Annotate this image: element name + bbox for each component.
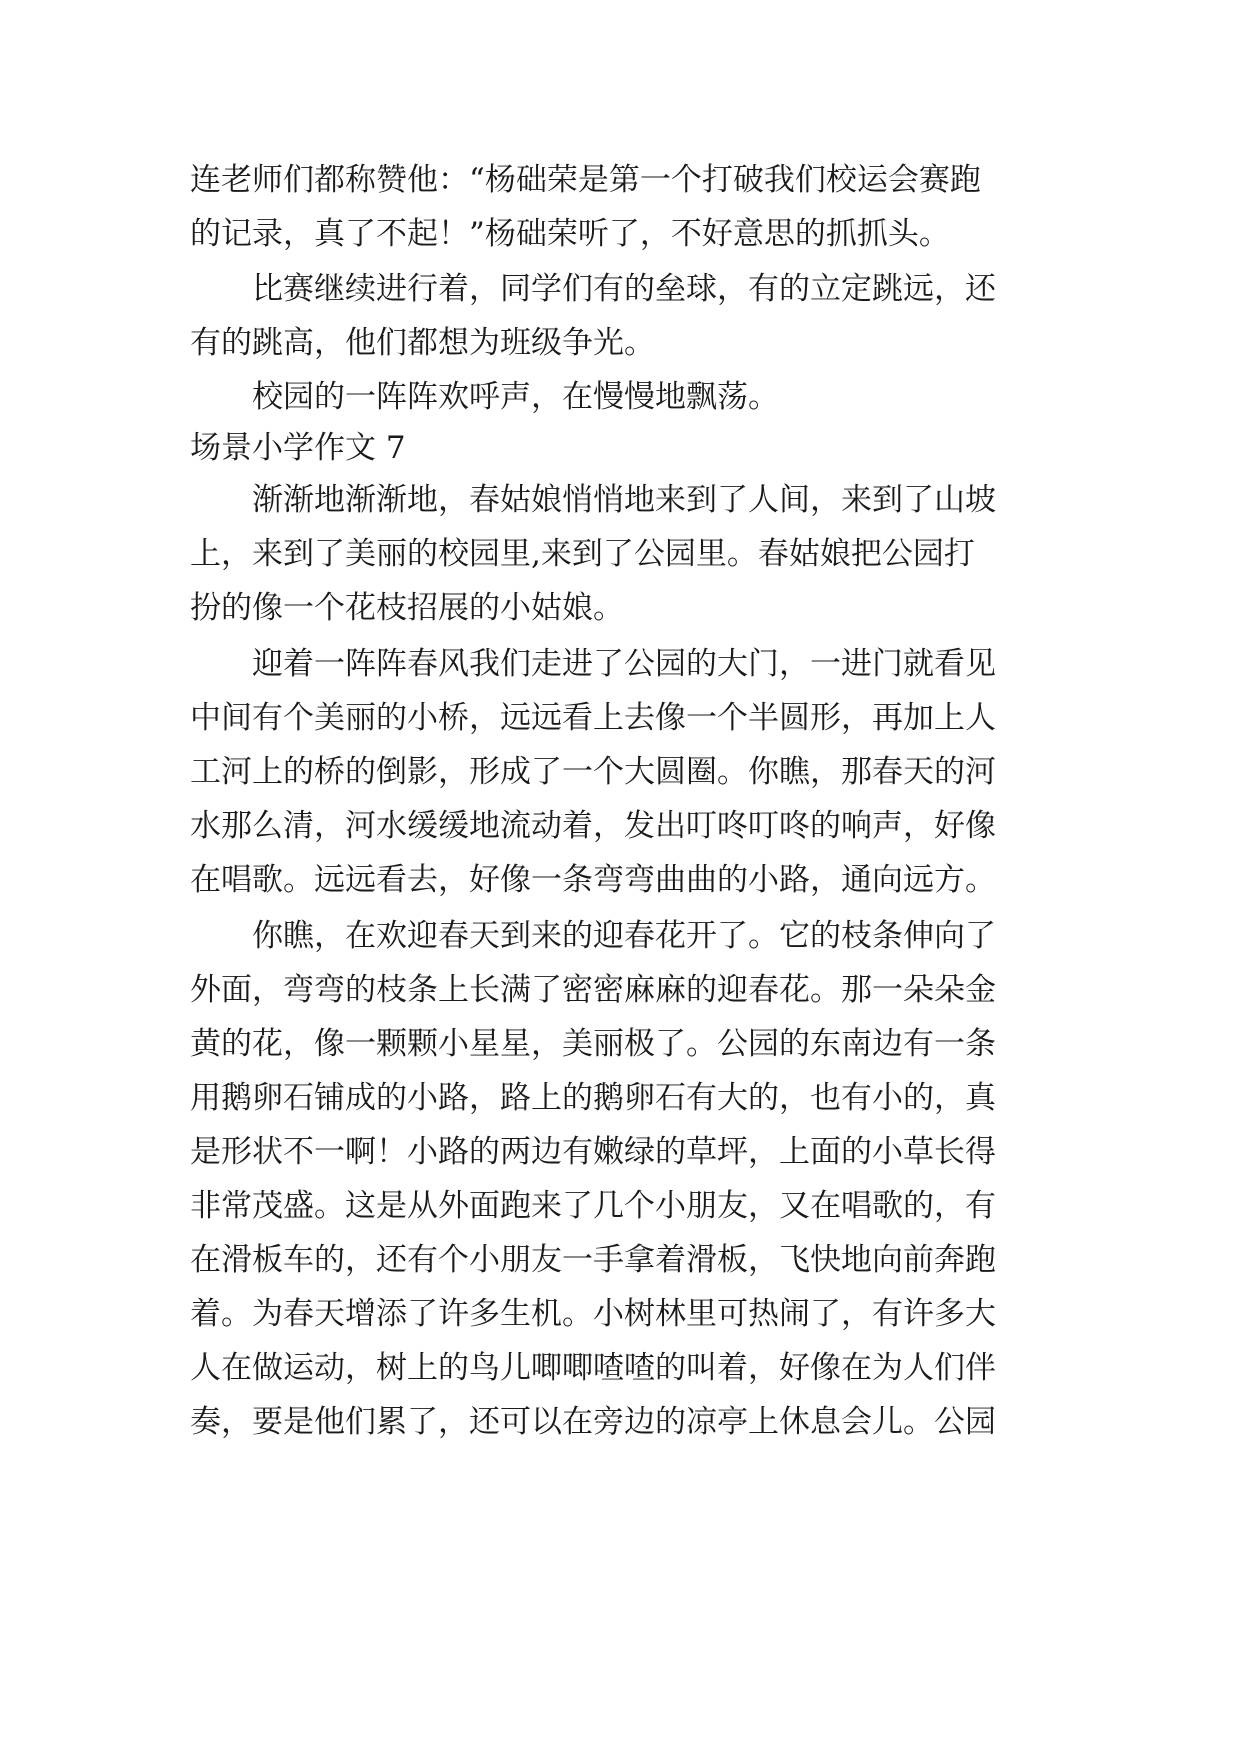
text-line: 外面，弯弯的枝条上长满了密密麻麻的迎春花。那一朵朵金 — [190, 972, 996, 1008]
text-line: 的记录，真了不起！”杨础荣听了，不好意思的抓抓头。 — [190, 216, 950, 252]
text-line: 是形状不一啊！小路的两边有嫩绿的草坪，上面的小草长得 — [190, 1134, 996, 1170]
text-line: 中间有个美丽的小桥，远远看上去像一个半圆形，再加上人 — [190, 700, 996, 736]
text-line: 工河上的桥的倒影，形成了一个大圆圈。你瞧，那春天的河 — [190, 754, 996, 790]
text-line: 人在做运动，树上的鸟儿唧唧喳喳的叫着，好像在为人们伴 — [190, 1350, 996, 1386]
text-line: 在滑板车的，还有个小朋友一手拿着滑板，飞快地向前奔跑 — [190, 1242, 996, 1278]
text-line: 渐渐地渐渐地，春姑娘悄悄地来到了人间，来到了山坡 — [252, 482, 996, 518]
text-line: 扮的像一个花枝招展的小姑娘。 — [190, 590, 624, 626]
text-line: 在唱歌。远远看去，好像一条弯弯曲曲的小路，通向远方。 — [190, 862, 996, 898]
text-line: 水那么清，河水缓缓地流动着，发出叮咚叮咚的响声，好像 — [190, 808, 996, 844]
text-line: 你瞧，在欢迎春天到来的迎春花开了。它的枝条伸向了 — [252, 918, 996, 954]
text-line: 比赛继续进行着，同学们有的垒球，有的立定跳远，还 — [252, 271, 996, 307]
text-line: 连老师们都称赞他：“杨础荣是第一个打破我们校运会赛跑 — [190, 162, 981, 198]
text-line: 着。为春天增添了许多生机。小树林里可热闹了，有许多大 — [190, 1296, 996, 1332]
text-line: 迎着一阵阵春风我们走进了公园的大门，一进门就看见 — [252, 646, 996, 682]
text-line: 有的跳高，他们都想为班级争光。 — [190, 325, 655, 361]
text-line: 奏，要是他们累了，还可以在旁边的凉亭上休息会儿。公园 — [190, 1404, 996, 1440]
section-heading: 场景小学作文 7 — [190, 430, 406, 466]
text-line: 用鹅卵石铺成的小路，路上的鹅卵石有大的，也有小的，真 — [190, 1080, 996, 1116]
text-line: 黄的花，像一颗颗小星星，美丽极了。公园的东南边有一条 — [190, 1026, 996, 1062]
text-line: 上，来到了美丽的校园里,来到了公园里。春姑娘把公园打 — [190, 536, 975, 572]
text-line: 非常茂盛。这是从外面跑来了几个小朋友，又在唱歌的，有 — [190, 1188, 996, 1224]
text-line: 校园的一阵阵欢呼声，在慢慢地飘荡。 — [252, 379, 779, 415]
